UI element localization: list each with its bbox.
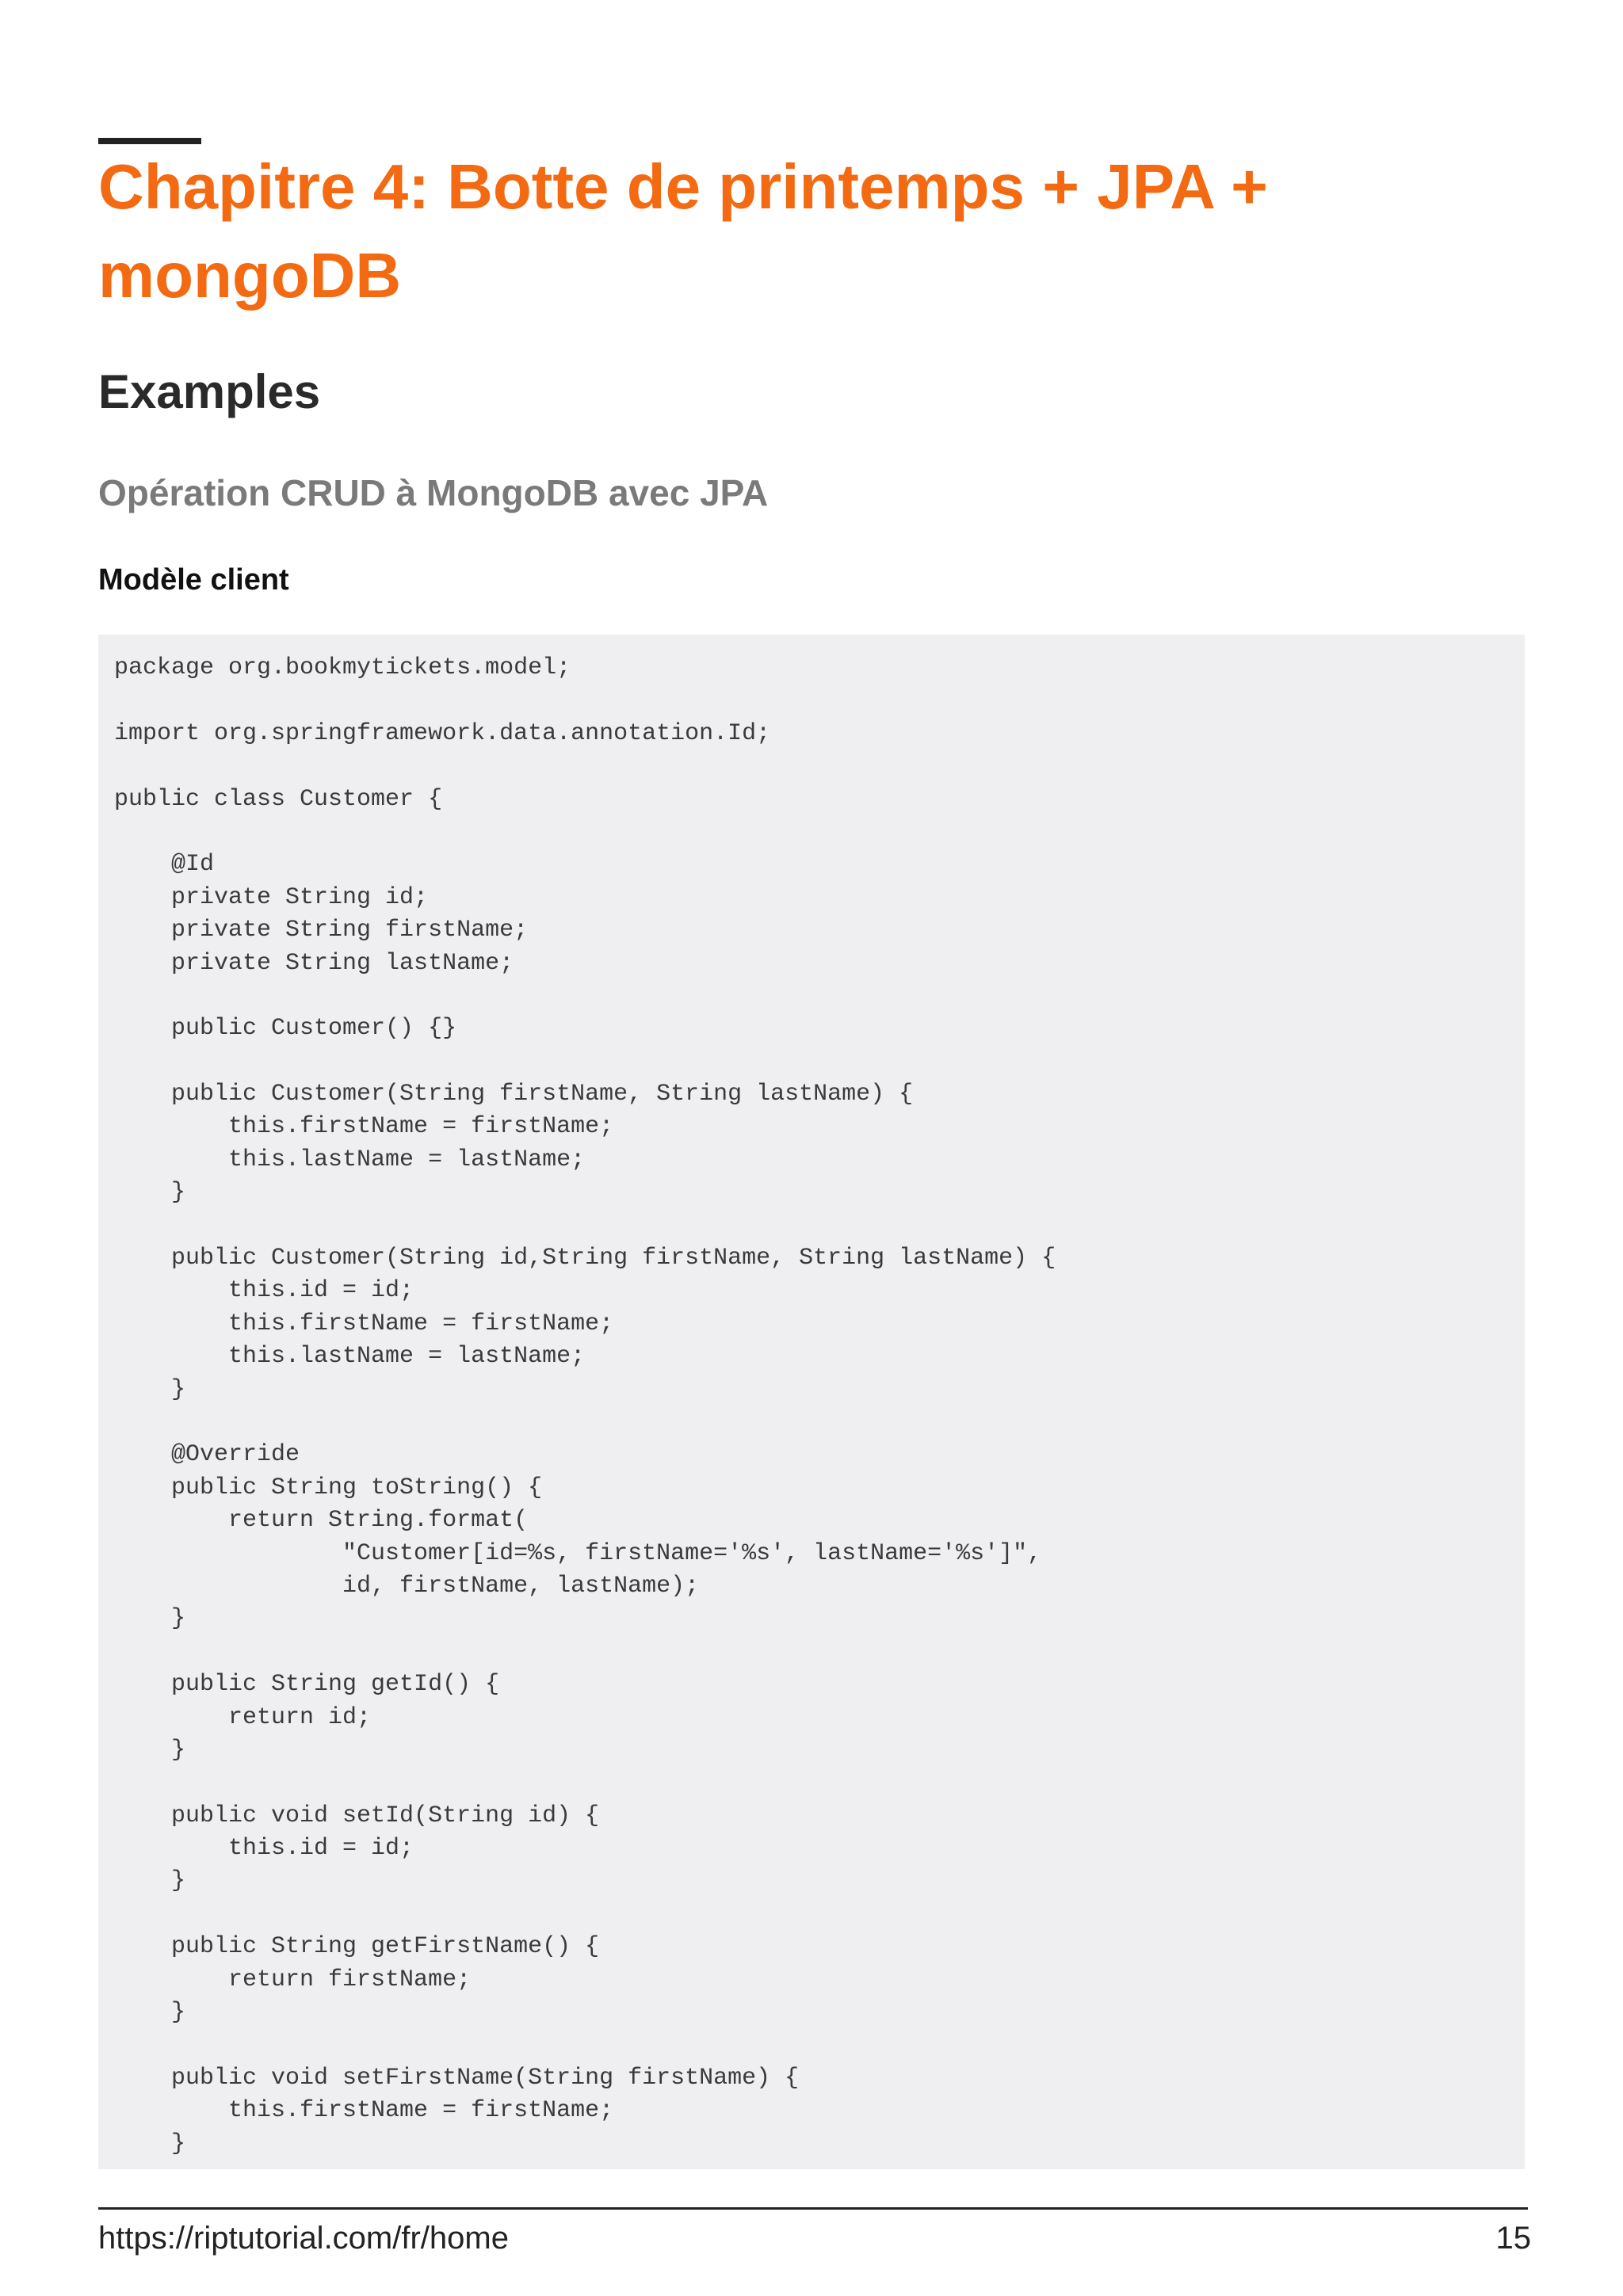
code-line: id, firstName, lastName); <box>114 1572 700 1600</box>
code-line: public String getId() { <box>114 1671 500 1699</box>
code-line: "Customer[id=%s, firstName='%s', lastName='%s']", <box>114 1539 1042 1567</box>
code-line: public String getFirstName() { <box>114 1933 600 1961</box>
code-line <box>114 1406 1509 1439</box>
code-line: } <box>114 1605 186 1633</box>
footer-rule <box>98 2207 1528 2210</box>
code-line: public class Customer { <box>114 785 443 813</box>
code-line: } <box>114 1867 186 1895</box>
code-line <box>114 1046 1509 1078</box>
code-line <box>114 980 1509 1013</box>
code-line: this.id = id; <box>114 1277 414 1305</box>
code-line: this.firstName = firstName; <box>114 2097 614 2125</box>
code-line: this.id = id; <box>114 1835 414 1863</box>
code-line: this.lastName = lastName; <box>114 1343 586 1371</box>
code-line <box>114 1898 1509 1931</box>
code-line: } <box>114 2130 186 2157</box>
code-line: this.firstName = firstName; <box>114 1310 614 1337</box>
code-block <box>98 635 1525 2169</box>
code-line: } <box>114 1375 186 1403</box>
code-line: private String id; <box>114 883 429 911</box>
code-line: public void setFirstName(String firstName) { <box>114 2064 800 2092</box>
code-line: this.lastName = lastName; <box>114 1146 586 1173</box>
page-number: 15 <box>1495 2221 1531 2256</box>
code-line: import org.springframework.data.annotation.Id; <box>114 719 771 747</box>
code-line: public void setId(String id) { <box>114 1802 600 1829</box>
chapter-title: Chapitre 4: Botte de printemps + JPA + mongoDB <box>98 151 1268 311</box>
code-line: public String toString() { <box>114 1474 543 1501</box>
code-line: @Id <box>114 851 215 879</box>
code-line: @Override <box>114 1441 300 1469</box>
code-line <box>114 2029 1509 2061</box>
code-line <box>114 1767 1509 1799</box>
code-line: return firstName; <box>114 1966 472 1993</box>
footer-url[interactable]: https://riptutorial.com/fr/home <box>98 2221 509 2256</box>
code-line: } <box>114 1999 186 2027</box>
code-line: private String firstName; <box>114 917 529 944</box>
code-line: } <box>114 1179 186 1207</box>
code-line <box>114 1210 1509 1242</box>
sub-subsection-title: Modèle client <box>98 563 289 597</box>
section-title: Examples <box>98 365 321 418</box>
subsection-title: Opération CRUD à MongoDB avec JPA <box>98 472 769 513</box>
code-line: package org.bookmytickets.model; <box>114 654 571 681</box>
code-line <box>114 750 1509 783</box>
code-line: this.firstName = firstName; <box>114 1113 614 1141</box>
code-line: } <box>114 1736 186 1764</box>
code-line <box>114 816 1509 849</box>
code-line: private String lastName; <box>114 949 514 977</box>
code-line: return id; <box>114 1703 372 1731</box>
code-line: public Customer() {} <box>114 1015 457 1043</box>
code-line <box>114 1636 1509 1669</box>
code-line: public Customer(String firstName, String lastName) { <box>114 1081 914 1108</box>
code-line: public Customer(String id,String firstName, String lastName) { <box>114 1245 1056 1272</box>
code-line <box>114 685 1509 717</box>
code-line: return String.format( <box>114 1507 529 1535</box>
